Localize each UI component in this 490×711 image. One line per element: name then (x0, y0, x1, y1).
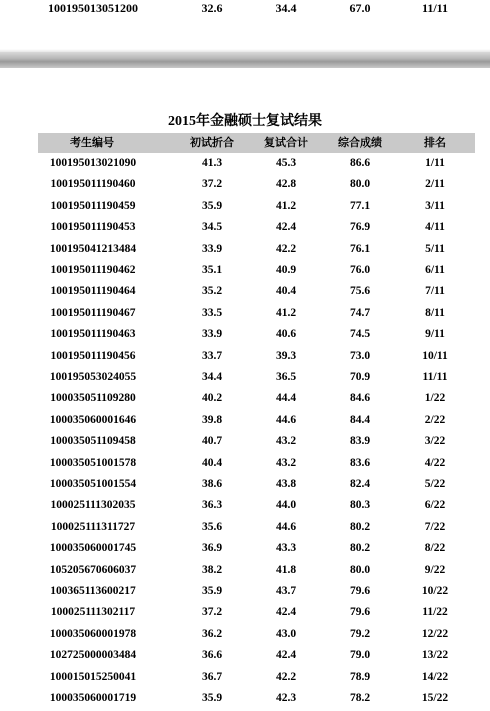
table-row (0, 688, 490, 709)
rank-cell: 1/11 (425, 157, 445, 169)
rank-cell: 11/22 (422, 606, 448, 619)
total-score-cell: 82.4 (349, 478, 371, 490)
table-row (0, 174, 490, 195)
previous-page-last-row (0, 0, 490, 17)
initial-score-cell: 33.5 (201, 306, 223, 319)
candidate-id-cell: 100195011190463 (50, 328, 136, 341)
rank-cell: 3/22 (424, 435, 446, 448)
initial-score-cell: 41.3 (201, 157, 223, 169)
previous-page-fragment (0, 0, 490, 50)
rank-cell: 3/11 (425, 199, 445, 212)
retest-score-cell: 41.2 (275, 199, 297, 212)
rank-cell: 11/11 (422, 371, 448, 383)
rank-cell: 10/22 (421, 585, 449, 597)
rank-cell: 2/11 (425, 178, 445, 191)
initial-score-cell: 38.6 (201, 478, 223, 490)
initial-score-cell: 35.1 (201, 264, 223, 276)
table-row (0, 453, 490, 474)
rank-cell: 5/22 (424, 478, 446, 490)
table-row (0, 196, 490, 217)
table-row (0, 517, 490, 538)
total-score-cell: 78.9 (349, 670, 371, 683)
retest-score-cell: 43.8 (275, 478, 297, 490)
rank-cell: 6/22 (424, 499, 446, 512)
candidate-id-cell: 100025111302035 (50, 499, 136, 512)
initial-score-cell: 37.2 (201, 178, 223, 191)
initial-score-cell: 40.4 (201, 456, 223, 469)
candidate-id-cell: 100015015250041 (49, 670, 137, 683)
total-score-cell: 67.0 (349, 1, 371, 15)
rank-cell: 15/22 (421, 692, 449, 704)
total-score-cell: 80.3 (349, 499, 371, 512)
header-rank: 排名 (424, 137, 446, 149)
rank-cell: 7/22 (424, 520, 446, 533)
header-retest-score: 复试合计 (264, 137, 308, 149)
retest-score-cell: 43.0 (275, 627, 297, 640)
initial-score-cell: 38.2 (201, 563, 223, 576)
rank-cell: 4/22 (424, 456, 446, 469)
header-total-score: 综合成绩 (338, 137, 382, 149)
total-score-cell: 80.0 (349, 178, 371, 191)
table-row (0, 538, 490, 559)
initial-score-cell: 36.7 (201, 670, 223, 683)
candidate-id-cell: 100195013051200 (48, 1, 138, 15)
initial-score-cell: 33.7 (201, 349, 223, 362)
candidate-id-cell: 100195011190464 (50, 285, 136, 298)
initial-score-cell: 34.5 (201, 221, 223, 234)
table-row (0, 602, 490, 623)
rank-cell: 9/22 (424, 563, 446, 576)
table-row (0, 260, 490, 281)
retest-score-cell: 43.3 (275, 542, 297, 555)
candidate-id-cell: 100035051109280 (50, 392, 136, 405)
rank-cell: 8/22 (424, 542, 446, 555)
initial-score-cell: 39.8 (201, 413, 223, 426)
table-row (0, 388, 490, 409)
rank-cell: 13/22 (421, 649, 449, 662)
initial-score-cell: 33.9 (201, 242, 223, 255)
total-score-cell: 80.2 (349, 520, 371, 533)
initial-score-cell: 35.9 (201, 692, 223, 704)
rank-cell: 9/11 (425, 328, 445, 341)
total-score-cell: 79.0 (349, 649, 371, 662)
rank-cell: 10/11 (422, 349, 448, 362)
total-score-cell: 74.5 (349, 328, 371, 341)
table-row (0, 667, 490, 688)
candidate-id-cell: 100035060001719 (49, 692, 137, 704)
total-score-cell: 77.1 (349, 199, 371, 212)
total-score-cell: 83.6 (349, 456, 371, 469)
table-row (0, 303, 490, 324)
total-score-cell: 84.6 (349, 392, 371, 405)
rank-cell: 2/22 (424, 413, 446, 426)
total-score-cell: 76.1 (349, 242, 371, 255)
table-row (0, 410, 490, 431)
candidate-id-cell: 102725000003484 (49, 649, 137, 662)
initial-score-cell: 40.2 (201, 392, 223, 405)
candidate-id-cell: 100195013021090 (49, 157, 137, 169)
table-row (0, 281, 490, 302)
candidate-id-cell: 100035060001646 (49, 413, 137, 426)
table-row (0, 217, 490, 238)
retest-score-cell: 44.6 (275, 413, 297, 426)
candidate-id-cell: 100195011190453 (50, 221, 136, 234)
initial-score-cell: 34.4 (201, 371, 223, 383)
rank-cell: 8/11 (425, 306, 445, 319)
rank-cell: 1/22 (424, 392, 446, 405)
candidate-id-cell: 100195041213484 (49, 242, 137, 255)
retest-score-cell: 42.2 (275, 242, 297, 255)
rank-cell: 14/22 (421, 670, 449, 683)
table-row (0, 560, 490, 581)
header-initial-score: 初试折合 (190, 137, 234, 149)
candidate-id-cell: 100195011190462 (50, 264, 136, 276)
retest-score-cell: 43.2 (275, 456, 297, 469)
table-row (0, 239, 490, 260)
retest-score-cell: 41.2 (275, 306, 297, 319)
total-score-cell: 75.6 (349, 285, 371, 298)
total-score-cell: 79.6 (349, 585, 371, 597)
rank-cell: 4/11 (425, 221, 445, 234)
table-row (0, 324, 490, 345)
candidate-id-cell: 100035051001578 (49, 456, 137, 469)
table-header (38, 133, 475, 153)
initial-score-cell: 35.9 (201, 585, 223, 597)
rank-cell: 7/11 (425, 285, 445, 298)
initial-score-cell: 35.6 (201, 520, 223, 533)
initial-score-cell: 40.7 (201, 435, 223, 448)
candidate-id-cell: 100195011190456 (50, 349, 136, 362)
table-row (0, 495, 490, 516)
retest-score-cell: 40.6 (275, 328, 297, 341)
retest-score-cell: 41.8 (275, 563, 297, 576)
retest-score-cell: 42.3 (275, 692, 297, 704)
candidate-id-cell: 100035051001554 (49, 478, 137, 490)
table-row (0, 346, 490, 367)
rank-cell: 12/22 (421, 627, 449, 640)
candidate-id-cell: 105205670606037 (49, 563, 137, 576)
retest-score-cell: 43.2 (275, 435, 297, 448)
retest-score-cell: 44.4 (275, 392, 297, 405)
candidate-id-cell: 100195011190459 (50, 199, 136, 212)
table-row (0, 153, 490, 174)
retest-score-cell: 44.6 (275, 520, 297, 533)
total-score-cell: 83.9 (349, 435, 371, 448)
table-row (0, 645, 490, 666)
table-row (0, 431, 490, 452)
candidate-id-cell: 100195011190460 (50, 178, 136, 191)
total-score-cell: 74.7 (349, 306, 371, 319)
retest-score-cell: 40.4 (275, 285, 297, 298)
page-separator (0, 52, 490, 68)
initial-score-cell: 33.9 (201, 328, 223, 341)
retest-score-cell: 40.9 (275, 264, 297, 276)
retest-score-cell: 39.3 (275, 349, 297, 362)
total-score-cell: 80.0 (349, 563, 371, 576)
total-score-cell: 79.2 (349, 627, 371, 640)
total-score-cell: 80.2 (349, 542, 371, 555)
total-score-cell: 73.0 (349, 349, 371, 362)
retest-score-cell: 36.5 (275, 371, 297, 383)
candidate-id-cell: 100035060001745 (49, 542, 137, 555)
initial-score-cell: 32.6 (201, 1, 223, 15)
candidate-id-cell: 100195011190467 (50, 306, 136, 319)
candidate-id-cell: 100025111311727 (50, 520, 136, 533)
candidate-id-cell: 100035051109458 (50, 435, 136, 448)
total-score-cell: 76.0 (349, 264, 371, 276)
initial-score-cell: 36.2 (201, 627, 223, 640)
retest-score-cell: 42.8 (275, 178, 297, 191)
initial-score-cell: 36.3 (201, 499, 223, 512)
retest-score-cell: 43.7 (275, 585, 297, 597)
candidate-id-cell: 100035060001978 (49, 627, 137, 640)
retest-score-cell: 42.4 (275, 221, 297, 234)
total-score-cell: 70.9 (349, 371, 371, 383)
rank-cell: 11/11 (421, 1, 448, 15)
rank-cell: 5/11 (425, 242, 445, 255)
total-score-cell: 86.6 (349, 157, 371, 169)
total-score-cell: 76.9 (349, 221, 371, 234)
total-score-cell: 79.6 (349, 606, 371, 619)
retest-score-cell: 34.4 (275, 1, 297, 15)
candidate-id-cell: 100365113600217 (50, 585, 136, 597)
initial-score-cell: 35.9 (201, 199, 223, 212)
page-title: 2015年金融硕士复试结果 (168, 114, 322, 129)
header-candidate-id: 考生编号 (70, 137, 114, 149)
retest-score-cell: 42.2 (275, 670, 297, 683)
retest-score-cell: 42.4 (275, 649, 297, 662)
total-score-cell: 84.4 (349, 413, 371, 426)
table-row (0, 581, 490, 602)
retest-score-cell: 42.4 (275, 606, 297, 619)
initial-score-cell: 35.2 (201, 285, 223, 298)
initial-score-cell: 36.6 (201, 649, 223, 662)
retest-score-cell: 44.0 (275, 499, 297, 512)
rank-cell: 6/11 (425, 264, 445, 276)
retest-score-cell: 45.3 (275, 157, 297, 169)
initial-score-cell: 36.9 (201, 542, 223, 555)
candidate-id-cell: 100025111302117 (50, 606, 136, 619)
table-row (0, 624, 490, 645)
candidate-id-cell: 100195053024055 (49, 371, 137, 383)
initial-score-cell: 37.2 (201, 606, 223, 619)
total-score-cell: 78.2 (349, 692, 371, 704)
table-row (0, 367, 490, 388)
table-row (0, 474, 490, 495)
